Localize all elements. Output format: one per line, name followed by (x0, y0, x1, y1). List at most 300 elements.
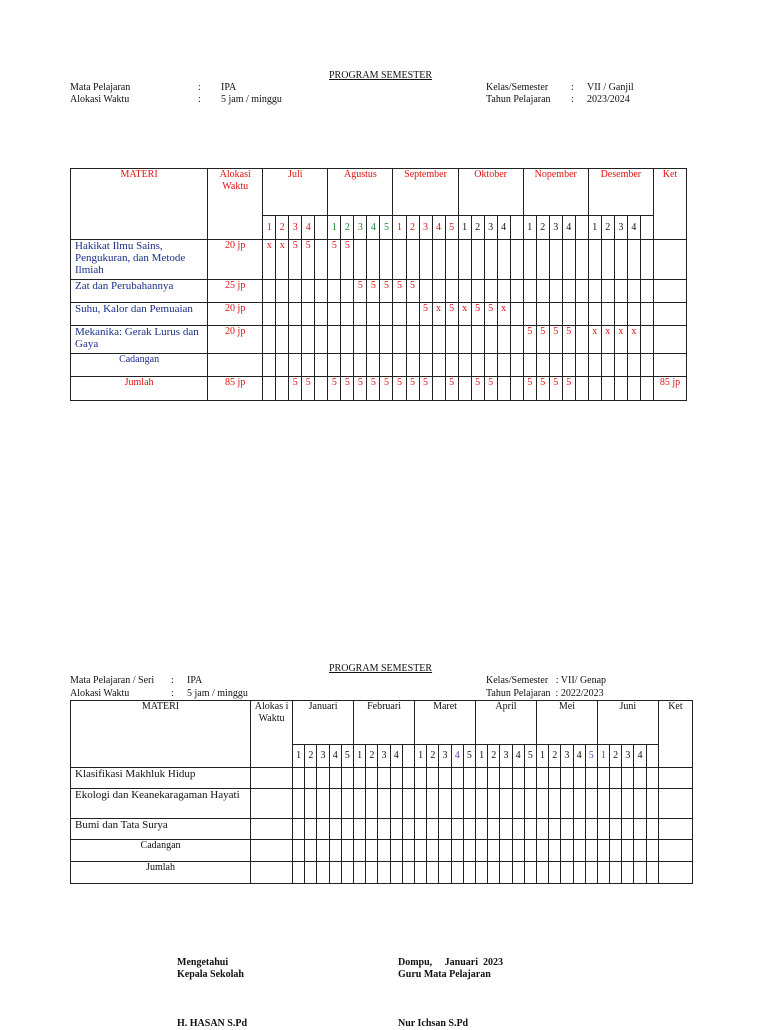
week-number: 4 (627, 216, 640, 240)
jumlah-alokasi (251, 862, 293, 884)
schedule-cell (588, 240, 601, 280)
schedule-cell (471, 280, 484, 303)
schedule-cell: 5 (484, 303, 497, 326)
jumlah-cell: 5 (380, 377, 393, 401)
schedule-cell (432, 354, 445, 377)
jumlah-cell (575, 377, 588, 401)
schedule-cell (302, 354, 315, 377)
schedule-cell (549, 240, 562, 280)
schedule-cell (597, 840, 609, 862)
schedule-cell (573, 768, 585, 789)
sem2-alokasi-value: 5 jam / minggu (187, 688, 248, 699)
schedule-cell (573, 789, 585, 819)
alokasi-cell: 25 jp (208, 280, 263, 303)
week-number: 5 (585, 745, 597, 768)
week-number (402, 745, 414, 768)
jumlah-cell (524, 862, 536, 884)
schedule-cell (328, 280, 341, 303)
week-number: 1 (293, 745, 305, 768)
cadangan-label: Cadangan (71, 840, 251, 862)
schedule-cell (341, 303, 354, 326)
schedule-cell (497, 354, 510, 377)
schedule-cell (380, 354, 393, 377)
alokasi-header: Alokas i Waktu (251, 701, 293, 768)
jumlah-cell (276, 377, 289, 401)
schedule-cell (367, 326, 380, 354)
jumlah-cell: 5 (419, 377, 432, 401)
schedule-cell (476, 768, 488, 789)
week-number: 2 (366, 745, 378, 768)
schedule-cell (549, 354, 562, 377)
schedule-cell (614, 240, 627, 280)
jumlah-cell (415, 862, 427, 884)
jumlah-cell: 5 (393, 377, 406, 401)
schedule-cell (341, 768, 353, 789)
schedule-cell (561, 789, 573, 819)
schedule-cell (536, 280, 549, 303)
month-header: Nopember (523, 169, 588, 216)
schedule-cell (614, 354, 627, 377)
schedule-cell (488, 840, 500, 862)
jumlah-cell (500, 862, 512, 884)
schedule-cell (263, 354, 276, 377)
schedule-cell (476, 840, 488, 862)
sem2-colon: : (171, 688, 174, 699)
schedule-cell (289, 280, 302, 303)
schedule-cell (510, 240, 523, 280)
schedule-cell (601, 280, 614, 303)
schedule-cell (585, 819, 597, 840)
sign-left-line2: Kepala Sekolah (177, 969, 244, 980)
schedule-cell (575, 326, 588, 354)
schedule-cell (305, 819, 317, 840)
week-number: 2 (601, 216, 614, 240)
schedule-cell (640, 240, 653, 280)
ket-cell (658, 819, 692, 840)
schedule-cell (315, 303, 328, 326)
schedule-cell: 5 (354, 280, 367, 303)
schedule-cell (646, 789, 658, 819)
cadangan-label: Cadangan (71, 354, 208, 377)
week-number: 5 (524, 745, 536, 768)
jumlah-cell (463, 862, 475, 884)
schedule-cell (601, 303, 614, 326)
alokasi-cell: 20 jp (208, 303, 263, 326)
jumlah-label: Jumlah (71, 862, 251, 884)
schedule-cell (427, 768, 439, 789)
sem1-alokasi-label: Alokasi Waktu (70, 94, 130, 105)
schedule-cell (315, 240, 328, 280)
sign-right-line2: Guru Mata Pelajaran (398, 969, 491, 980)
schedule-cell (354, 240, 367, 280)
schedule-cell (341, 280, 354, 303)
schedule-cell: x (588, 326, 601, 354)
schedule-cell (512, 789, 524, 819)
schedule-cell (610, 768, 622, 789)
jumlah-cell (610, 862, 622, 884)
schedule-cell (329, 768, 341, 789)
jumlah-cell: 5 (523, 377, 536, 401)
schedule-cell (305, 768, 317, 789)
schedule-cell (614, 303, 627, 326)
schedule-cell (614, 280, 627, 303)
jumlah-cell (366, 862, 378, 884)
jumlah-cell (627, 377, 640, 401)
schedule-cell (634, 819, 646, 840)
schedule-cell (439, 789, 451, 819)
week-number: 2 (536, 216, 549, 240)
schedule-cell (512, 768, 524, 789)
week-number: 2 (406, 216, 419, 240)
cadangan-alokasi (251, 840, 293, 862)
schedule-cell (634, 840, 646, 862)
schedule-cell (432, 280, 445, 303)
week-number: 3 (549, 216, 562, 240)
jumlah-cell (561, 862, 573, 884)
schedule-cell (263, 280, 276, 303)
week-number: 4 (634, 745, 646, 768)
jumlah-cell (634, 862, 646, 884)
schedule-cell (646, 768, 658, 789)
sign-right-line1: Dompu, Januari 2023 (398, 957, 504, 968)
schedule-cell (263, 303, 276, 326)
schedule-cell (549, 789, 561, 819)
schedule-cell (640, 326, 653, 354)
schedule-cell: x (263, 240, 276, 280)
schedule-cell (367, 303, 380, 326)
schedule-cell (289, 303, 302, 326)
week-number (640, 216, 653, 240)
schedule-cell: 5 (393, 280, 406, 303)
week-number: 3 (439, 745, 451, 768)
schedule-cell (315, 280, 328, 303)
schedule-cell (523, 303, 536, 326)
jumlah-cell (432, 377, 445, 401)
schedule-cell (317, 789, 329, 819)
schedule-cell (432, 326, 445, 354)
week-number: 1 (597, 745, 609, 768)
jumlah-cell (585, 862, 597, 884)
schedule-cell (549, 303, 562, 326)
schedule-cell: x (458, 303, 471, 326)
jumlah-cell (640, 377, 653, 401)
schedule-cell (445, 240, 458, 280)
alokasi-cell: 20 jp (208, 326, 263, 354)
schedule-cell (341, 789, 353, 819)
schedule-cell (575, 354, 588, 377)
schedule-cell (622, 768, 634, 789)
week-number: 3 (378, 745, 390, 768)
schedule-cell (588, 280, 601, 303)
schedule-cell (328, 326, 341, 354)
schedule-cell (476, 789, 488, 819)
schedule-cell (622, 789, 634, 819)
week-number: 4 (573, 745, 585, 768)
week-number: 1 (354, 745, 366, 768)
schedule-cell (488, 819, 500, 840)
jumlah-cell: 5 (302, 377, 315, 401)
schedule-cell (549, 280, 562, 303)
schedule-cell (393, 354, 406, 377)
month-header: Februari (354, 701, 415, 745)
ket-cell (653, 240, 686, 280)
jumlah-cell (354, 862, 366, 884)
week-number: 3 (500, 745, 512, 768)
week-number: 2 (427, 745, 439, 768)
jumlah-cell: 5 (354, 377, 367, 401)
jumlah-cell (305, 862, 317, 884)
schedule-cell (390, 789, 402, 819)
schedule-cell: x (497, 303, 510, 326)
jumlah-ket (658, 862, 692, 884)
schedule-cell (471, 240, 484, 280)
schedule-cell (597, 789, 609, 819)
jumlah-cell: 5 (445, 377, 458, 401)
schedule-cell (302, 303, 315, 326)
schedule-cell (510, 326, 523, 354)
jumlah-alokasi: 85 jp (208, 377, 263, 401)
schedule-cell (390, 840, 402, 862)
jumlah-cell (536, 862, 548, 884)
ket-header: Ket (653, 169, 686, 240)
schedule-cell (451, 768, 463, 789)
schedule-cell: 5 (302, 240, 315, 280)
schedule-cell: x (627, 326, 640, 354)
schedule-cell (588, 303, 601, 326)
schedule-cell (476, 819, 488, 840)
schedule-cell (458, 240, 471, 280)
schedule-cell (390, 768, 402, 789)
jumlah-cell (263, 377, 276, 401)
schedule-cell (366, 840, 378, 862)
sem1-colon: : (571, 82, 574, 93)
alokasi-cell (251, 789, 293, 819)
schedule-cell (488, 789, 500, 819)
sign-right-name: Nur Ichsan S.Pd (398, 1018, 469, 1029)
jumlah-cell (439, 862, 451, 884)
schedule-cell (263, 326, 276, 354)
schedule-cell (302, 326, 315, 354)
schedule-cell (523, 354, 536, 377)
week-number: 1 (523, 216, 536, 240)
schedule-cell (276, 303, 289, 326)
schedule-cell (588, 354, 601, 377)
week-number (646, 745, 658, 768)
sem1-table (70, 168, 687, 401)
schedule-cell (439, 768, 451, 789)
month-header: Agustus (328, 169, 393, 216)
schedule-cell (380, 303, 393, 326)
jumlah-cell (601, 377, 614, 401)
schedule-cell (640, 303, 653, 326)
schedule-cell (610, 840, 622, 862)
schedule-cell (354, 326, 367, 354)
week-number: 1 (476, 745, 488, 768)
schedule-cell: 5 (549, 326, 562, 354)
ket-header: Ket (658, 701, 692, 768)
schedule-cell (329, 789, 341, 819)
month-header: Oktober (458, 169, 523, 216)
schedule-cell (367, 354, 380, 377)
month-header: Juli (263, 169, 328, 216)
schedule-cell (463, 819, 475, 840)
jumlah-cell (402, 862, 414, 884)
materi-cell: Mekanika: Gerak Lurus dan Gaya (71, 326, 208, 354)
schedule-cell (458, 326, 471, 354)
week-number: 5 (463, 745, 475, 768)
schedule-cell (463, 840, 475, 862)
schedule-cell (536, 789, 548, 819)
schedule-cell (536, 840, 548, 862)
month-header: September (393, 169, 458, 216)
schedule-cell (549, 840, 561, 862)
schedule-cell (510, 354, 523, 377)
schedule-cell (524, 840, 536, 862)
jumlah-cell: 5 (562, 377, 575, 401)
jumlah-cell: 5 (367, 377, 380, 401)
week-number: 3 (289, 216, 302, 240)
schedule-cell (484, 280, 497, 303)
materi-cell: Klasifikasi Makhluk Hidup (71, 768, 251, 789)
schedule-cell (627, 303, 640, 326)
schedule-cell (622, 819, 634, 840)
alokasi-cell (251, 768, 293, 789)
schedule-cell (562, 240, 575, 280)
schedule-cell (380, 240, 393, 280)
schedule-cell (366, 819, 378, 840)
schedule-cell (406, 354, 419, 377)
jumlah-cell (458, 377, 471, 401)
schedule-cell (575, 303, 588, 326)
schedule-cell (524, 768, 536, 789)
schedule-cell (627, 280, 640, 303)
schedule-cell (523, 280, 536, 303)
schedule-cell (497, 280, 510, 303)
schedule-cell (610, 819, 622, 840)
schedule-cell (354, 819, 366, 840)
jumlah-cell (427, 862, 439, 884)
week-number: 2 (471, 216, 484, 240)
week-number (315, 216, 328, 240)
schedule-cell (622, 840, 634, 862)
schedule-cell (445, 326, 458, 354)
schedule-cell (562, 303, 575, 326)
sem1-tahun-label: Tahun Pelajaran (486, 94, 551, 105)
schedule-cell (378, 819, 390, 840)
week-number: 5 (341, 745, 353, 768)
schedule-cell (305, 840, 317, 862)
schedule-cell (315, 326, 328, 354)
schedule-cell (439, 819, 451, 840)
week-number: 1 (415, 745, 427, 768)
jumlah-cell (451, 862, 463, 884)
schedule-cell (536, 303, 549, 326)
jumlah-ket: 85 jp (653, 377, 686, 401)
schedule-cell (354, 768, 366, 789)
schedule-cell (601, 240, 614, 280)
schedule-cell (575, 280, 588, 303)
week-number: 3 (484, 216, 497, 240)
schedule-cell: 5 (445, 303, 458, 326)
week-number: 4 (451, 745, 463, 768)
alokasi-cell (251, 819, 293, 840)
schedule-cell (305, 789, 317, 819)
schedule-cell (585, 840, 597, 862)
schedule-cell (415, 768, 427, 789)
schedule-cell (354, 840, 366, 862)
ket-cell (658, 789, 692, 819)
jumlah-cell: 5 (406, 377, 419, 401)
schedule-cell (471, 354, 484, 377)
week-number: 4 (512, 745, 524, 768)
schedule-cell (415, 840, 427, 862)
schedule-cell (451, 840, 463, 862)
materi-cell: Suhu, Kalor dan Pemuaian (71, 303, 208, 326)
schedule-cell (601, 354, 614, 377)
month-header: Mei (536, 701, 597, 745)
schedule-cell (445, 354, 458, 377)
jumlah-cell (476, 862, 488, 884)
schedule-cell (510, 303, 523, 326)
materi-cell: Ekologi dan Keanekaragaman Hayati (71, 789, 251, 819)
schedule-cell: 5 (523, 326, 536, 354)
sem1-title: PROGRAM SEMESTER (329, 70, 433, 81)
materi-header: MATERI (71, 701, 251, 768)
week-number: 2 (305, 745, 317, 768)
schedule-cell (439, 840, 451, 862)
jumlah-cell (488, 862, 500, 884)
jumlah-cell (341, 862, 353, 884)
schedule-cell (317, 768, 329, 789)
schedule-cell (500, 840, 512, 862)
ket-cell (658, 840, 692, 862)
schedule-cell: x (601, 326, 614, 354)
schedule-cell (354, 303, 367, 326)
sign-left-name: H. HASAN S.Pd (177, 1018, 248, 1029)
week-number: 1 (536, 745, 548, 768)
schedule-cell (573, 840, 585, 862)
schedule-cell (293, 768, 305, 789)
schedule-cell (402, 840, 414, 862)
week-number: 2 (341, 216, 354, 240)
ket-cell (653, 280, 686, 303)
schedule-cell (406, 303, 419, 326)
jumlah-cell (497, 377, 510, 401)
schedule-cell (378, 768, 390, 789)
schedule-cell (610, 789, 622, 819)
week-number: 1 (328, 216, 341, 240)
month-header: Januari (293, 701, 354, 745)
schedule-cell (627, 354, 640, 377)
jumlah-cell (510, 377, 523, 401)
schedule-cell (427, 819, 439, 840)
materi-cell: Hakikat Ilmu Sains, Pengukuran, dan Metode Ilmiah (71, 240, 208, 280)
schedule-cell (328, 354, 341, 377)
jumlah-cell (614, 377, 627, 401)
jumlah-cell (329, 862, 341, 884)
sem1-tahun-value: 2023/2024 (587, 94, 630, 105)
schedule-cell (415, 789, 427, 819)
materi-cell: Bumi dan Tata Surya (71, 819, 251, 840)
schedule-cell: 5 (536, 326, 549, 354)
schedule-cell (500, 789, 512, 819)
schedule-cell (341, 326, 354, 354)
schedule-cell (512, 840, 524, 862)
sem1-kelas-label: Kelas/Semester (486, 82, 549, 93)
schedule-cell (561, 819, 573, 840)
schedule-cell: x (432, 303, 445, 326)
week-number: 3 (317, 745, 329, 768)
